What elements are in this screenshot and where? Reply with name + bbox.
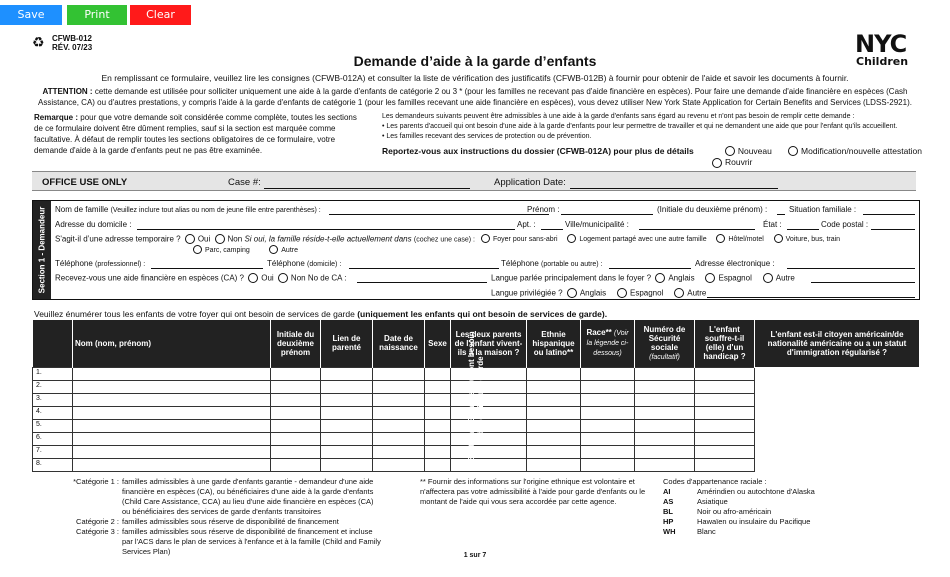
children-table (32, 320, 920, 472)
child-field-cell[interactable] (73, 367, 271, 380)
main-lang-other-field[interactable] (811, 282, 915, 283)
nyc-children-logo-text: Children (856, 55, 909, 68)
zip-field[interactable] (871, 229, 915, 230)
child-field-cell[interactable] (321, 393, 373, 406)
middle-initial-field[interactable] (777, 214, 785, 215)
child-field-cell[interactable] (451, 380, 527, 393)
shelter-radio[interactable] (481, 234, 490, 243)
col-relation: Lien de parenté (321, 320, 373, 367)
child-field-cell[interactable] (73, 393, 271, 406)
ca-yes-radio[interactable] (248, 273, 258, 283)
child-field-cell[interactable] (321, 380, 373, 393)
office-use-bar (32, 171, 916, 191)
child-field-cell[interactable] (581, 458, 635, 471)
child-field-cell[interactable] (695, 380, 755, 393)
temp-address-row (55, 234, 475, 245)
child-field-cell[interactable] (321, 419, 373, 432)
cat1-key: *Catégorie 1 : (73, 477, 119, 486)
child-field-cell[interactable] (425, 458, 451, 471)
temp-no-label: Non (227, 234, 243, 244)
child-field-cell[interactable] (635, 393, 695, 406)
ca-question: Recevez-vous une aide financière en espèces (CA) ? (55, 273, 244, 283)
race-codes-title: Codes d'appartenance raciale : (663, 477, 767, 486)
modification-label: Modification/nouvelle attestation (801, 146, 922, 156)
child-field-cell[interactable] (373, 406, 425, 419)
child-field-cell[interactable] (373, 367, 425, 380)
col-handicap: L'enfant souffre-t-il (elle) d'un handicap ? (695, 320, 755, 367)
apt-field[interactable] (541, 229, 563, 230)
child-field-cell[interactable] (581, 419, 635, 432)
city-field[interactable] (639, 229, 755, 230)
main-lang-spanish-label: Espagnol (718, 273, 752, 283)
child-field-cell[interactable] (695, 367, 755, 380)
children-instruction (34, 309, 607, 319)
child-field-cell[interactable] (373, 380, 425, 393)
phone-home-label (267, 259, 341, 269)
child-field-cell[interactable] (451, 406, 527, 419)
case-number-field[interactable] (264, 188, 470, 189)
child-field-cell[interactable] (581, 367, 635, 380)
address-label: Adresse du domicile : (55, 220, 132, 229)
race-code-value: Noir ou afro-américain (697, 507, 772, 516)
child-field-cell[interactable] (321, 406, 373, 419)
cat2-key: Catégorie 2 : (76, 517, 119, 526)
phone-work-label (55, 259, 145, 269)
phone-mobile-field[interactable] (609, 268, 691, 269)
child-field-cell[interactable] (73, 458, 271, 471)
pref-lang-spanish-radio[interactable] (617, 288, 627, 298)
phone-work-note: (professionnel) : (95, 261, 146, 268)
child-field-cell[interactable] (635, 406, 695, 419)
application-date-field[interactable] (570, 188, 778, 189)
children-instruction-text: Veuillez énumérer tous les enfants de votre foyer qui ont besoin de services de garde (34, 309, 355, 319)
child-field-cell[interactable] (321, 445, 373, 458)
child-field-cell[interactable] (635, 419, 695, 432)
pref-lang-spanish-label: Espagnol (629, 288, 664, 298)
last-name-field[interactable] (329, 214, 549, 215)
child-field-cell[interactable] (451, 419, 527, 432)
race-code-value: Hawaïen ou insulaire du Pacifique (697, 517, 811, 526)
col-race-note: (Voir la légende ci-dessous) (586, 330, 629, 358)
child-field-cell[interactable] (73, 419, 271, 432)
child-field-cell[interactable] (527, 380, 581, 393)
child-field-cell[interactable] (271, 393, 321, 406)
attention-text: cette demande est utilisée pour solliciter uniquement une aide à la garde d'enfants de catégorie 2 ou 3 * (pour les familles ne recevant pas d'aide financière en espèces). Pour faire une demande d'aide financière en espèces (Cash Assistance, CA) ou d'autres prestations, y compris l'aide à la garde d'enfants de catégorie 1 (pour les familles recevant une aide financière en espèces), vous devez utiliser New York State Application for Certain Benefits and Services (LDSS-2921). (38, 87, 912, 107)
city-label: Ville/municipalité : (565, 220, 629, 229)
phone-work-field[interactable] (151, 268, 263, 269)
instructions-reference: Reportez-vous aux instructions du dossier (CFWB-012A) pour plus de détails (382, 146, 694, 156)
nyc-logo: NYC (855, 30, 907, 58)
child-field-cell[interactable] (373, 419, 425, 432)
save-button[interactable]: Save (0, 5, 62, 25)
child-field-cell[interactable] (271, 380, 321, 393)
hotel-radio[interactable] (716, 234, 725, 243)
child-field-cell[interactable] (271, 445, 321, 458)
col-race (581, 320, 635, 367)
ca-no-radio[interactable] (278, 273, 288, 283)
remarque-text: pour que votre demande soit considérée comme complète, toutes les sections de ce formulaire doivent être dûment remplies, sauf si la section est marquée comme facultative. À défaut de remplir toutes les sections obligatoires de ce formulaire, votre demande d'aide à la garde d'enfants peut ne pas être examinée. (34, 113, 357, 155)
child-field-cell[interactable] (271, 432, 321, 445)
last-name-note: (Veuillez inclure tout alias ou nom de jeune fille entre parenthèses) : (110, 207, 321, 214)
child-field-cell[interactable] (451, 432, 527, 445)
page-number: 1 sur 7 (463, 552, 487, 559)
ethnicity-note: ** Fournir des informations sur l'origine ethnique est volontaire et n'affectera pas votre admissibilité à l'aide pour garde d'enfants ou le montant de l'aide qui vous sera accordée par cette agence. (420, 477, 646, 506)
race-code-value: Asiatique (697, 497, 728, 506)
child-field-cell[interactable] (425, 432, 451, 445)
children-instruction-bold: (uniquement les enfants qui ont besoin de services de garde). (357, 309, 608, 319)
category-legend (62, 477, 382, 557)
child-field-cell[interactable] (695, 419, 755, 432)
child-field-cell[interactable] (271, 367, 321, 380)
child-field-cell[interactable] (695, 432, 755, 445)
recycle-icon: ♻ (32, 34, 45, 50)
child-field-cell[interactable] (527, 458, 581, 471)
last-name-label: Nom de famille (55, 205, 109, 214)
race-code-item (663, 497, 913, 507)
race-code-item (663, 517, 913, 527)
pref-lang-english-label: Anglais (579, 288, 607, 298)
attention-notice (30, 86, 920, 108)
shared-housing-label: Logement partagé avec une autre famille (579, 235, 707, 243)
child-field-cell[interactable] (271, 406, 321, 419)
temp-options (479, 234, 840, 244)
race-code-item (663, 487, 913, 497)
child-field-cell[interactable] (635, 367, 695, 380)
section-1-applicant (32, 200, 920, 300)
child-name-cell[interactable]: 1. (33, 367, 73, 380)
race-code-key: AS (663, 497, 674, 506)
park-label: Parc, camping (205, 246, 250, 254)
child-field-cell[interactable] (581, 393, 635, 406)
intro-text: En remplissant ce formulaire, veuillez lire les consignes (CFWB-012A) et consulter la liste de vérification des justificatifs (CFWB-012B) à fournir pour obtenir de l'aide et savoir les documents à fournir. (101, 73, 849, 83)
child-field-cell[interactable] (451, 393, 527, 406)
child-field-cell[interactable] (271, 458, 321, 471)
phone-home-field[interactable] (349, 268, 499, 269)
attention-label: ATTENTION : (42, 87, 93, 96)
race-code-item (663, 507, 913, 517)
remarque-label: Remarque : (34, 113, 79, 122)
print-button[interactable]: Print (67, 5, 127, 25)
section-1-tab (33, 201, 51, 299)
child-field-cell[interactable] (695, 406, 755, 419)
main-language-row (491, 273, 795, 284)
child-field-cell[interactable] (527, 432, 581, 445)
col-ethnicity: Ethnie hispanique ou latino** (527, 320, 581, 367)
form-code (52, 34, 92, 52)
child-field-cell[interactable] (425, 406, 451, 419)
car-radio[interactable] (774, 234, 783, 243)
child-field-cell[interactable] (695, 458, 755, 471)
child-field-cell[interactable] (635, 445, 695, 458)
page-title: Demande d’aide à la garde d’enfants (353, 53, 597, 69)
child-field-cell[interactable] (425, 393, 451, 406)
email-label: Adresse électronique : (695, 259, 775, 268)
child-field-cell[interactable] (73, 432, 271, 445)
child-name-cell[interactable]: 3. (33, 393, 73, 406)
phone-work-text: Téléphone (55, 259, 93, 268)
preferred-language-question: Langue privilégiée ? (491, 288, 563, 298)
shared-housing-radio[interactable] (567, 234, 576, 243)
main-language-question: Langue parlée principalement dans le foyer ? (491, 273, 652, 283)
office-use-label: OFFICE USE ONLY (42, 177, 128, 188)
child-field-cell[interactable] (695, 445, 755, 458)
marital-status-label: Situation familiale : (789, 205, 857, 214)
email-field[interactable] (787, 268, 915, 269)
child-field-cell[interactable] (373, 445, 425, 458)
child-field-cell[interactable] (451, 458, 527, 471)
new-label: Nouveau (737, 146, 772, 156)
temp-options-2 (191, 245, 298, 255)
child-field-cell[interactable] (581, 445, 635, 458)
main-lang-other-label: Autre (775, 273, 795, 283)
child-field-cell[interactable] (73, 445, 271, 458)
form-revision: RÉV. 07/23 (52, 43, 93, 52)
child-name-cell[interactable]: 4. (33, 406, 73, 419)
name-row (55, 205, 321, 215)
section-1-title: Section 1 - Demandeur (37, 206, 47, 294)
col-ssn-note: (facultatif) (649, 353, 680, 361)
eligibility-block (382, 112, 922, 169)
temp-other-radio[interactable] (269, 245, 278, 254)
temp-other-label: Autre (281, 246, 298, 254)
cat3-key: Catégorie 3 : (76, 527, 119, 536)
child-name-cell[interactable]: 8. (33, 458, 73, 471)
child-field-cell[interactable] (581, 380, 635, 393)
child-field-cell[interactable] (425, 419, 451, 432)
state-label: État : (763, 220, 782, 229)
temp-address-question: S'agit-il d’une adresse temporaire ? (55, 234, 181, 244)
zip-label: Code postal : (821, 220, 869, 229)
child-name-cell[interactable]: 5. (33, 419, 73, 432)
phone-home-text: Téléphone (267, 259, 305, 268)
child-name-cell[interactable]: 2. (33, 380, 73, 393)
race-code-value: Blanc (697, 527, 716, 536)
form-number: CFWB-012 (52, 34, 93, 43)
new-radio[interactable] (725, 146, 735, 156)
ca-yes-label: Oui (261, 273, 274, 283)
first-name-label: Prénom : (527, 205, 560, 214)
reopen-radio[interactable] (712, 158, 722, 168)
child-field-cell[interactable] (695, 393, 755, 406)
temp-note-check: (cochez une case) : (413, 236, 475, 244)
child-field-cell[interactable] (373, 432, 425, 445)
child-field-cell[interactable] (373, 393, 425, 406)
first-name-field[interactable] (561, 214, 653, 215)
ca-row (55, 273, 347, 284)
col-sex: Sexe (425, 320, 451, 367)
child-field-cell[interactable] (581, 406, 635, 419)
shelter-label: Foyer pour sans-abri (493, 235, 558, 243)
cat1-text: familles admissibles à une garde d'enfants garantie - demandeur d'une aide financière en espèces (CA), ou bénéficiaires d'une aide à la garde d'enfants (Child Care Assistance, CCA) au lieu d'une aide financière en espèces (CA) ou bénéficiaires des services de garde d'enfants transitoires (122, 477, 374, 516)
clear-button[interactable]: Clear (130, 5, 191, 25)
race-code-key: BL (663, 507, 673, 516)
marital-status-field[interactable] (863, 214, 915, 215)
address-field[interactable] (137, 229, 515, 230)
child-field-cell[interactable] (425, 380, 451, 393)
ca-no-label: Non No de CA : (290, 273, 347, 283)
child-field-cell[interactable] (73, 406, 271, 419)
ca-number-field[interactable] (357, 282, 487, 283)
main-lang-spanish-radio[interactable] (705, 273, 715, 283)
application-date-label: Application Date: (494, 177, 566, 188)
middle-initial-label: (Initiale du deuxième prénom) : (657, 205, 768, 214)
child-name-cell[interactable]: 6. (33, 432, 73, 445)
apt-label: Apt. : (517, 220, 536, 229)
child-field-cell[interactable] (321, 367, 373, 380)
child-field-cell[interactable] (527, 419, 581, 432)
preferred-language-row (491, 288, 706, 299)
child-field-cell[interactable] (635, 380, 695, 393)
col-name: Nom (nom, prénom) (73, 320, 271, 367)
phone-mobile-label (501, 259, 603, 269)
child-field-cell[interactable] (425, 445, 451, 458)
main-lang-english-radio[interactable] (655, 273, 665, 283)
race-code-value: Amérindien ou autochtone d'Alaska (697, 487, 815, 496)
eligibility-bullet-1: • Les parents d'accueil qui ont besoin d'une aide à la garde d'enfants pour leur permettre de travailler et qui ne demandent une aide que pour l'enfant qu'ils accueillent. (382, 123, 898, 130)
park-radio[interactable] (193, 245, 202, 254)
cat3-text: familles admissibles sous réserve de disponibilité de financement et incluse par l'ACS dans le plan de services à l'enfance et à la famille (Child and Family Services Plan) (122, 527, 381, 556)
child-field-cell[interactable] (451, 445, 527, 458)
race-code-key: AI (663, 487, 671, 496)
phone-mobile-note: (portable ou autre) : (541, 261, 603, 268)
section-2-title: Section 2 Enfant(s) qui ont besoin de services de garde (467, 330, 485, 461)
child-field-cell[interactable] (527, 367, 581, 380)
race-code-key: HP (663, 517, 674, 526)
child-field-cell[interactable] (321, 458, 373, 471)
child-field-cell[interactable] (373, 458, 425, 471)
col-citizen: L'enfant est-il citoyen américain/de nationalité américaine ou a un statut d'immigration régularisé ? (755, 320, 920, 367)
pref-lang-other-label: Autre (687, 288, 707, 298)
child-field-cell[interactable] (271, 419, 321, 432)
cat2-text: familles admissibles sous réserve de disponibilité de financement (122, 517, 339, 526)
race-codes (663, 477, 913, 537)
eligibility-bullet-2: • Les familles recevant des services de protection ou de prévention. (382, 133, 592, 140)
col-parents: Les deux parents de l'enfant vivent-ils à la maison ? (451, 320, 527, 367)
state-field[interactable] (787, 229, 819, 230)
child-field-cell[interactable] (581, 432, 635, 445)
car-label: Voiture, bus, train (785, 235, 841, 243)
col-ssn (635, 320, 695, 367)
col-ssn-title: Numéro de Sécurité sociale (643, 324, 686, 352)
col-race-title: Race** (586, 328, 612, 338)
temp-note: Si oui, la famille réside-t-elle actuellement dans (244, 234, 412, 244)
phone-home-note: (domicile) : (307, 261, 342, 268)
child-field-cell[interactable] (635, 432, 695, 445)
child-field-cell[interactable] (527, 445, 581, 458)
pref-lang-other-radio[interactable] (674, 288, 684, 298)
child-field-cell[interactable] (73, 380, 271, 393)
pref-lang-english-radio[interactable] (567, 288, 577, 298)
remarque-notice (34, 112, 364, 156)
modification-radio[interactable] (788, 146, 798, 156)
col-dob: Date de naissance (373, 320, 425, 367)
child-field-cell[interactable] (635, 458, 695, 471)
temp-yes-radio[interactable] (185, 234, 195, 244)
child-field-cell[interactable] (527, 406, 581, 419)
main-lang-other-radio[interactable] (763, 273, 773, 283)
reopen-label: Rouvrir (725, 157, 753, 168)
eligibility-lead: Les demandeurs suivants peuvent être admissibles à une aide à la garde d'enfants sans égard au revenu et n'ont pas besoin de remplir cette demande : (382, 113, 855, 120)
case-number-label: Case #: (228, 177, 261, 188)
temp-yes-label: Oui (197, 234, 211, 244)
race-code-item (663, 527, 913, 537)
col-initial: Initiale du deuxième prénom (271, 320, 321, 367)
child-field-cell[interactable] (527, 393, 581, 406)
race-code-key: WH (663, 527, 676, 536)
pref-lang-other-field[interactable] (707, 297, 915, 298)
main-lang-english-label: Anglais (668, 273, 695, 283)
phone-mobile-text: Téléphone (501, 259, 539, 268)
temp-no-radio[interactable] (215, 234, 225, 244)
child-field-cell[interactable] (451, 367, 527, 380)
child-field-cell[interactable] (321, 432, 373, 445)
child-name-cell[interactable]: 7. (33, 445, 73, 458)
hotel-label: Hôtel/motel (728, 235, 764, 243)
child-field-cell[interactable] (425, 367, 451, 380)
